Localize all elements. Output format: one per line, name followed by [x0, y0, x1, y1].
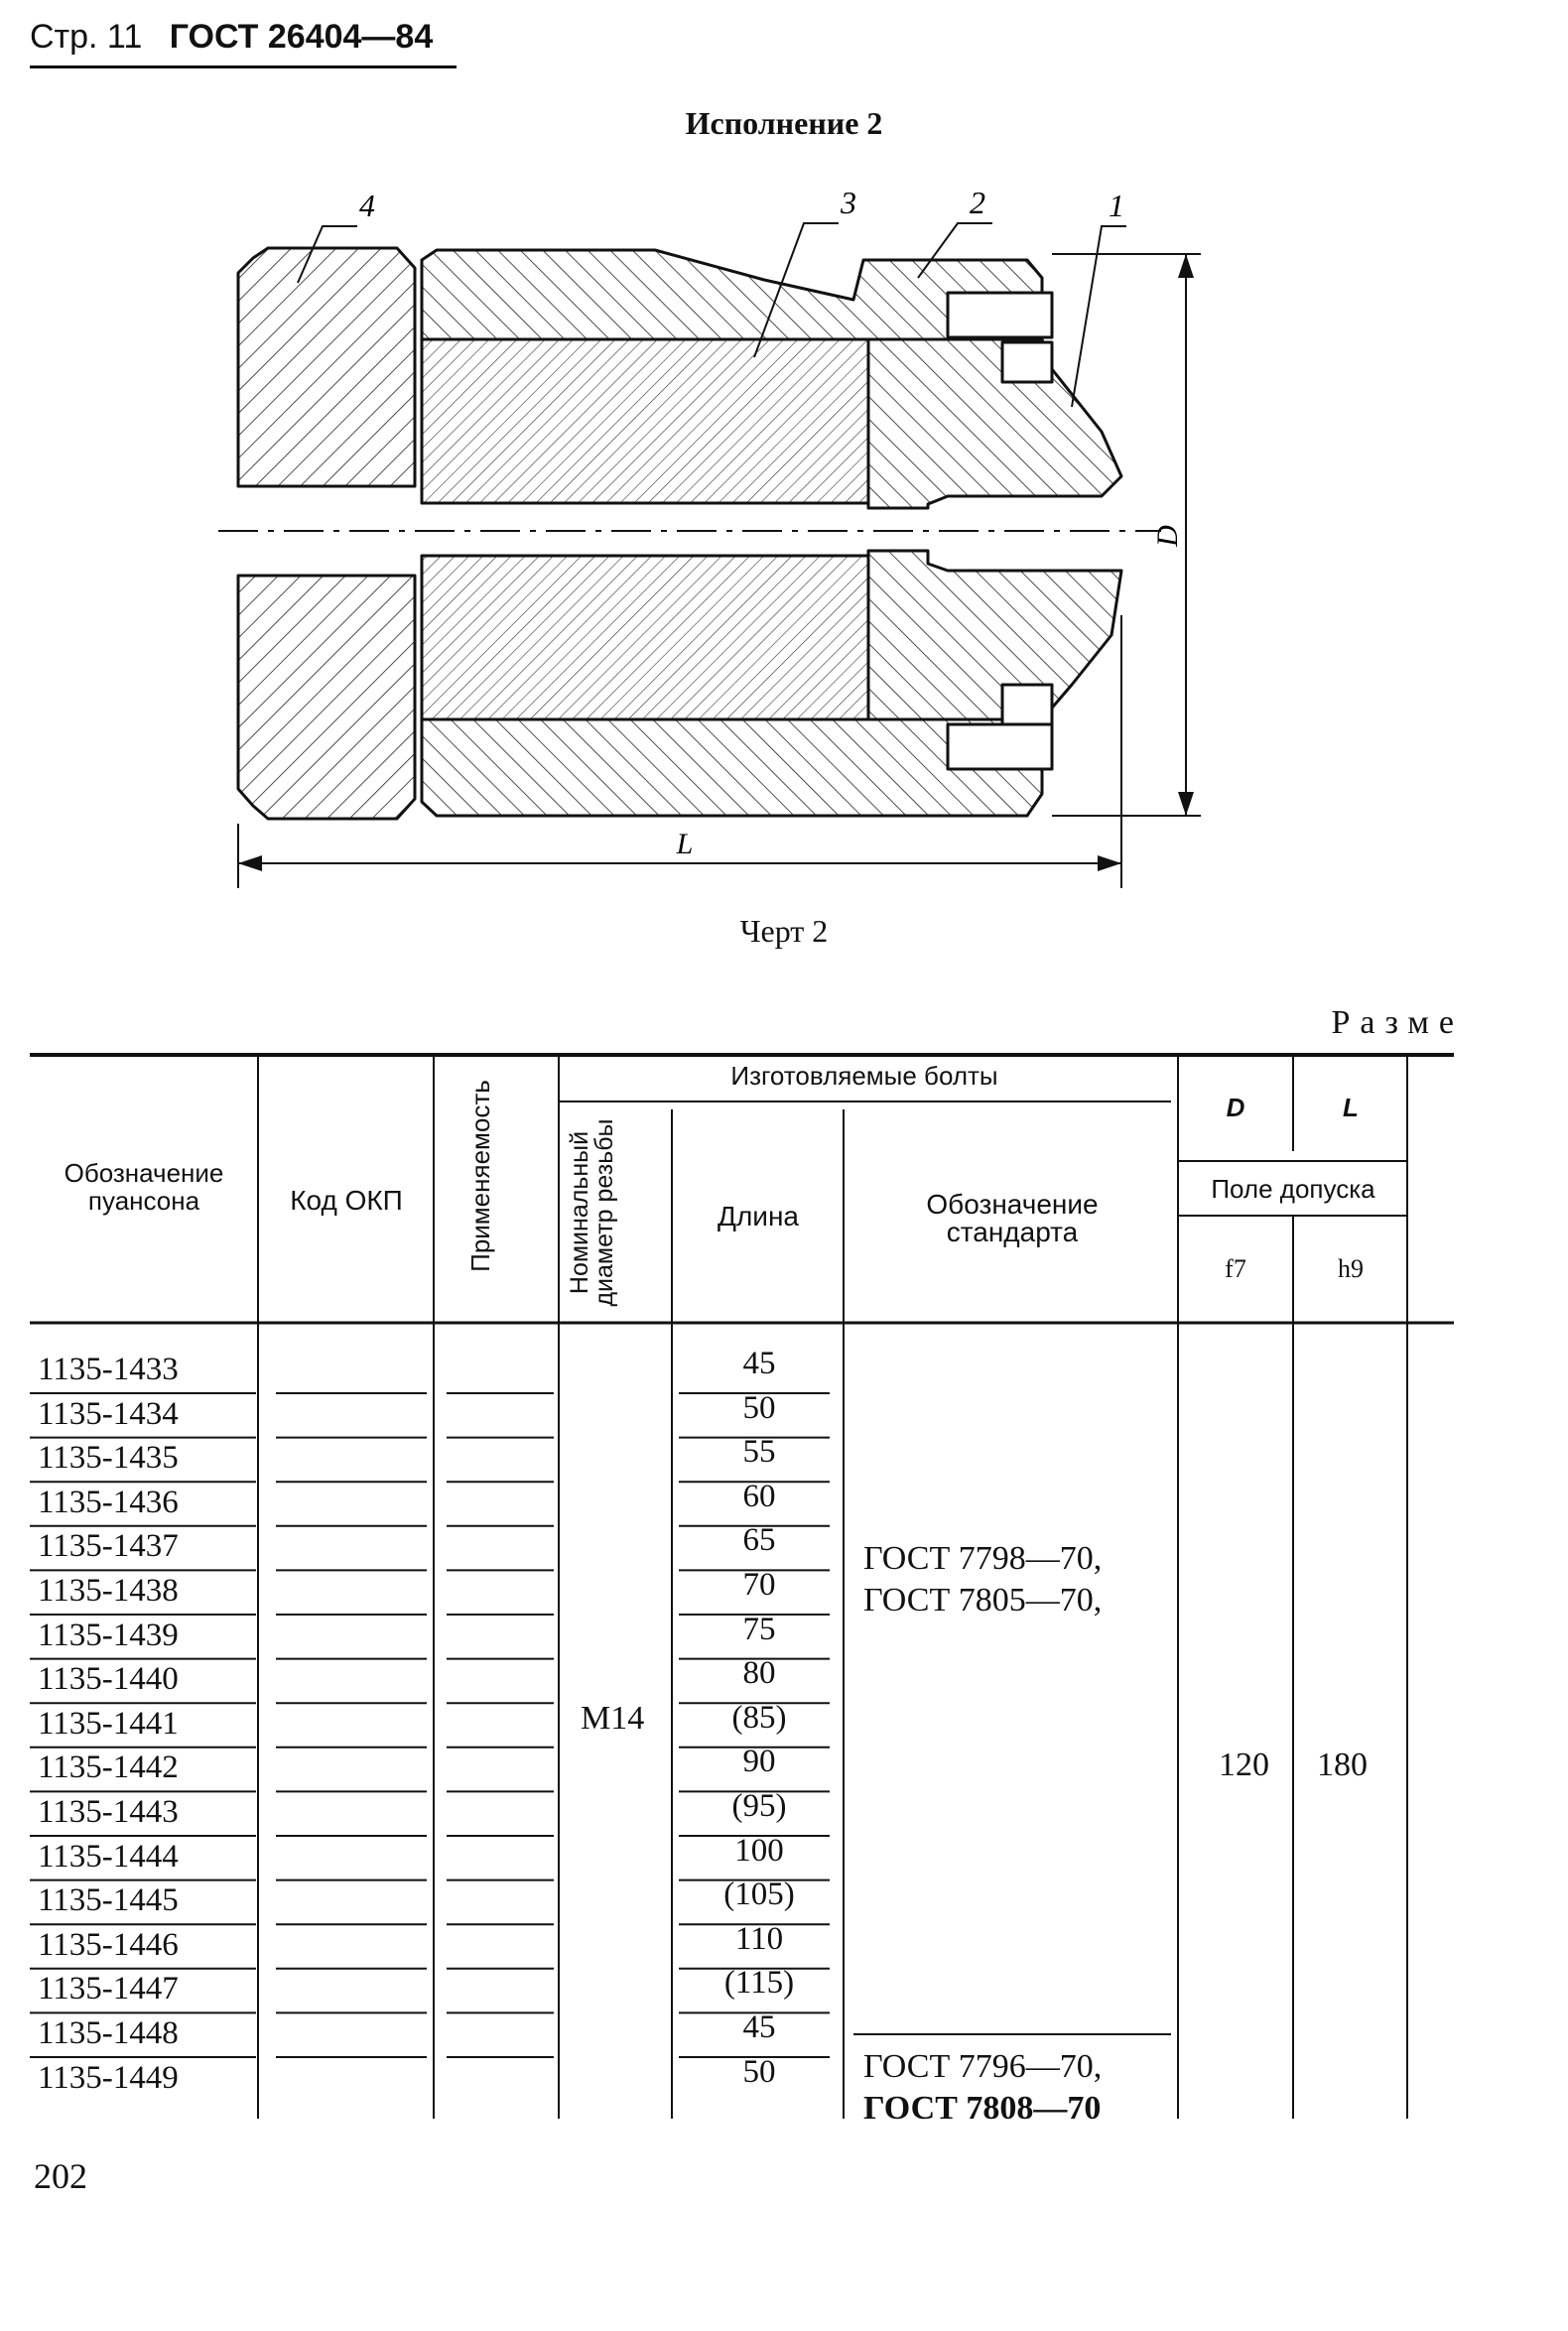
part-1-die-lower	[868, 551, 1121, 719]
table-row-code: 1135-1435	[38, 1440, 179, 1477]
part-3-core-upper	[422, 339, 868, 503]
dim-d-label: D	[1151, 525, 1184, 547]
standard-2b: ГОСТ 7808—70	[863, 2090, 1102, 2127]
page-label: Стр. 11	[30, 18, 143, 56]
L-value: 180	[1317, 1747, 1368, 1783]
table-row-code: 1135-1444	[38, 1838, 179, 1875]
table-row-length: (95)	[731, 1788, 787, 1824]
header-length: Длина	[718, 1201, 799, 1231]
dim-l-label: L	[676, 828, 694, 860]
header-h9: h9	[1338, 1254, 1364, 1283]
table-row-length: 75	[742, 1611, 776, 1647]
table-row-length: 70	[742, 1567, 776, 1603]
header-bolts-group: Изготовляемые болты	[730, 1061, 998, 1091]
table-row-length: (85)	[731, 1699, 787, 1736]
thread-value: М14	[581, 1700, 645, 1737]
table-row-code: 1135-1438	[38, 1573, 179, 1609]
callout-1: 1	[1109, 188, 1124, 223]
table-row-code: 1135-1445	[38, 1882, 179, 1919]
bolt-upper	[948, 293, 1052, 337]
header-designation: Обозначение пуансона	[64, 1158, 224, 1216]
callout-2: 2	[970, 185, 985, 220]
header-D: D	[1226, 1093, 1245, 1122]
table-row-code: 1135-1443	[38, 1794, 179, 1830]
sizes-label: Разме	[1331, 1004, 1464, 1041]
header-tolerance: Поле допуска	[1211, 1174, 1375, 1204]
callout-3: 3	[841, 185, 856, 220]
part-4-lower	[238, 576, 415, 819]
table-row-code: 1135-1433	[38, 1352, 179, 1387]
header-standard: Обозначение стандарта	[926, 1189, 1099, 1247]
table-row-code: 1135-1436	[38, 1484, 179, 1520]
table-row-length: (115)	[723, 1965, 795, 2002]
header-f7: f7	[1225, 1254, 1246, 1283]
standard-group-1	[863, 1538, 1102, 1621]
callout-4: 4	[359, 188, 375, 223]
standard-1b: ГОСТ 7805—70,	[863, 1582, 1103, 1619]
table-row-length: (105)	[723, 1877, 795, 1913]
table-row-code: 1135-1434	[38, 1395, 179, 1432]
standard-2a: ГОСТ 7796—70,	[863, 2048, 1103, 2085]
standard-group-2	[863, 2046, 1102, 2130]
table-row-length: 45	[742, 2009, 776, 2045]
part-4-upper	[238, 248, 415, 486]
table-row-length: 60	[742, 1478, 776, 1514]
part-1-die-upper	[868, 339, 1121, 508]
table-row-code: 1135-1446	[38, 1926, 179, 1963]
table-row-length: 100	[734, 1832, 784, 1869]
table-row-code: 1135-1437	[38, 1528, 179, 1565]
bolt-lower	[948, 724, 1052, 769]
table-row-code: 1135-1448	[38, 2015, 179, 2051]
page-number: 202	[34, 2156, 87, 2196]
header-applicability: Применяемость	[465, 1080, 495, 1272]
D-value: 120	[1219, 1747, 1269, 1783]
table-row-code: 1135-1440	[38, 1661, 179, 1698]
variant-title: Исполнение 2	[685, 105, 883, 141]
header-okp: Код ОКП	[290, 1185, 403, 1216]
standard-number: ГОСТ 26404—84	[169, 18, 434, 56]
part-3-core-lower	[422, 556, 868, 719]
table-row-code: 1135-1447	[38, 1971, 179, 2007]
table-row-length: 80	[742, 1655, 776, 1692]
table-row-length: 45	[742, 1346, 776, 1381]
table-row-code: 1135-1439	[38, 1617, 179, 1653]
table-row-length: 55	[742, 1434, 776, 1471]
table-row-code: 1135-1442	[38, 1749, 179, 1786]
header-L: L	[1343, 1093, 1359, 1122]
table-row-length: 65	[742, 1522, 776, 1559]
standard-1a: ГОСТ 7798—70,	[863, 1540, 1103, 1577]
table-row-code: 1135-1449	[38, 2059, 179, 2096]
table-row-length: 50	[742, 2053, 776, 2090]
table-row-length: 50	[742, 1389, 776, 1426]
table-row-length: 90	[742, 1744, 776, 1780]
drawing-caption: Черт 2	[739, 913, 829, 949]
header-thread: Номинальный диаметр резьбы	[566, 1118, 618, 1307]
table-row-length: 110	[734, 1920, 784, 1957]
table-row-code: 1135-1441	[38, 1705, 179, 1742]
